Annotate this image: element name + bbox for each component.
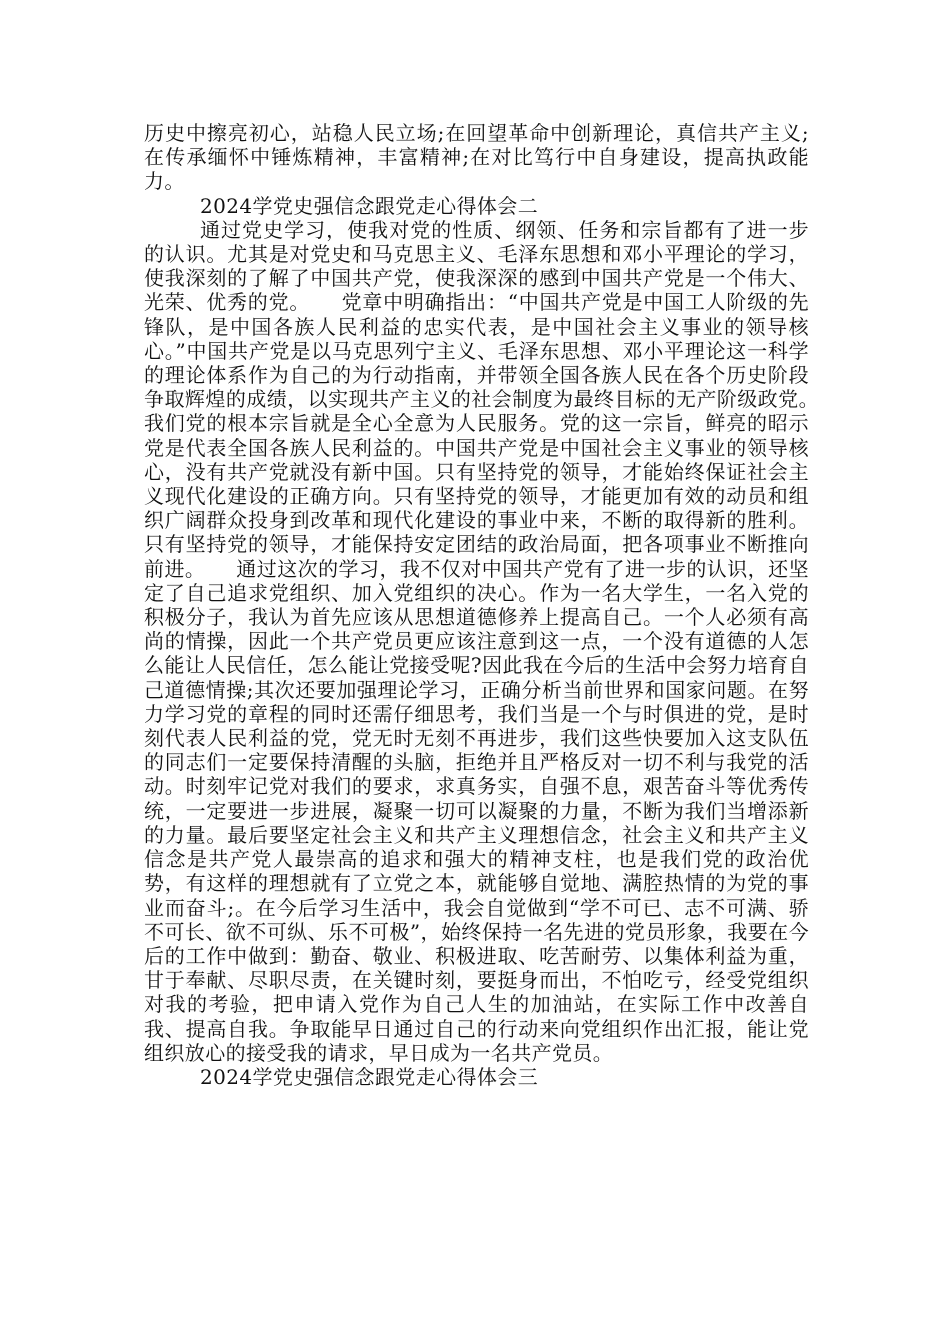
section-heading-two: 2024学党史强信念跟党走心得体会二 <box>200 193 539 218</box>
section-body-two: 通过党史学习，使我对党的性质、纲领、任务和宗旨都有了进一步的认识。尤其是对党史和马克思主义、毛泽东思想和邓小平理论的学习，使我深刻的了解了中国共产党，使我深深的感到中国共产党是一个伟大、光荣、优秀的党。 党章中明确指出：“中国共产党是中国工人阶级的先锋队，是中国各族人民利益的忠实代表，是中国社会主义事业的领导核心。”中国共产党是以马克思列宁主义、毛泽东思想、邓小平理论这一科学的理论体系作为自己的为行动指南，并带领全国各族人民在各个历史阶段争取辉煌的成绩，以实现共产主义的社会制度为最终目标的无产阶级政党。 我们党的根本宗旨就是全心全意为人民服务。党的这一宗旨，鲜亮的昭示党是代表全国各族人民利益的。中国共产党是中国社会主义事业的领导核心，没有共产党就没有新中国。只有坚持党的领导，才能始终保证社会主义现代化建设的正确方向。只有坚持党的领导，才能更加有效的动员和组织广阔群众投身到改革和现代化建设的事业中来，不断的取得新的胜利。只有坚持党的领导，才能保持安定团结的政治局面，把各项事业不断推向前进。 通过这次的学习，我不仅对中国共产党有了进一步的认识，还坚定了自己追求党组织、加入党组织的决心。作为一名大学生，一名入党的积极分子，我认为首先应该从思想道德修养上提高自己。一个人必须有高尚的情操，因此一个共产党员更应该注意到这一点，一个没有道德的人怎么能让人民信任，怎么能让党接受呢?因此我在今后的生活中会努力培育自己道德情操;其次还要加强理论学习，正确分析当前世界和国家问题。在努力学习党的章程的同时还需仔细思考，我们当是一个与时俱进的党，是时刻代表人民利益的党，党无时无刻不再进步，我们这些快要加入这支队伍的同志们一定要保持清醒的头脑，拒绝并且严格反对一切不利与我党的活动。时刻牢记党对我们的要求，求真务实，自强不息，艰苦奋斗等优秀传统，一定要进一步进展，凝聚一切可以凝聚的力量，不断为我们当增添新的力量。最后要坚定社会主义和共产主义理想信念，社会主义和共产主义信念是共产党人最崇高的追求和强大的精神支柱，也是我们党的政治优势，有这样的理想就有了立党之本，就能够自觉地、满腔热情的为党的事业而奋斗;。在今后学习生活中，我会自觉做到“学不可已、志不可满、骄不可长、欲不可纵、乐不可极”，始终保持一名先进的党员形象，我要在今后的工作中做到：勤奋、敬业、积极进取、吃苦耐劳、以集体利益为重，甘于奉献、尽职尽责，在关键时刻，要挺身而出，不怕吃亏，经受党组织对我的考验，把申请入党作为自己人生的加油站，在实际工作中改善自我、提高自我。争取能早日通过自己的行动来向党组织作出汇报，能让党组织放心的接受我的请求，早日成为一名共产党员。 <box>144 217 850 1065</box>
section-heading-three: 2024学党史强信念跟党走心得体会三 <box>200 1064 539 1089</box>
continued-paragraph: 历史中擦亮初心，站稳人民立场;在回望革命中创新理论，真信共产主义;在传承缅怀中锤炼精神，丰富精神;在对比笃行中自身建设，提高执政能力。 <box>144 121 809 194</box>
document-body <box>144 121 850 1089</box>
